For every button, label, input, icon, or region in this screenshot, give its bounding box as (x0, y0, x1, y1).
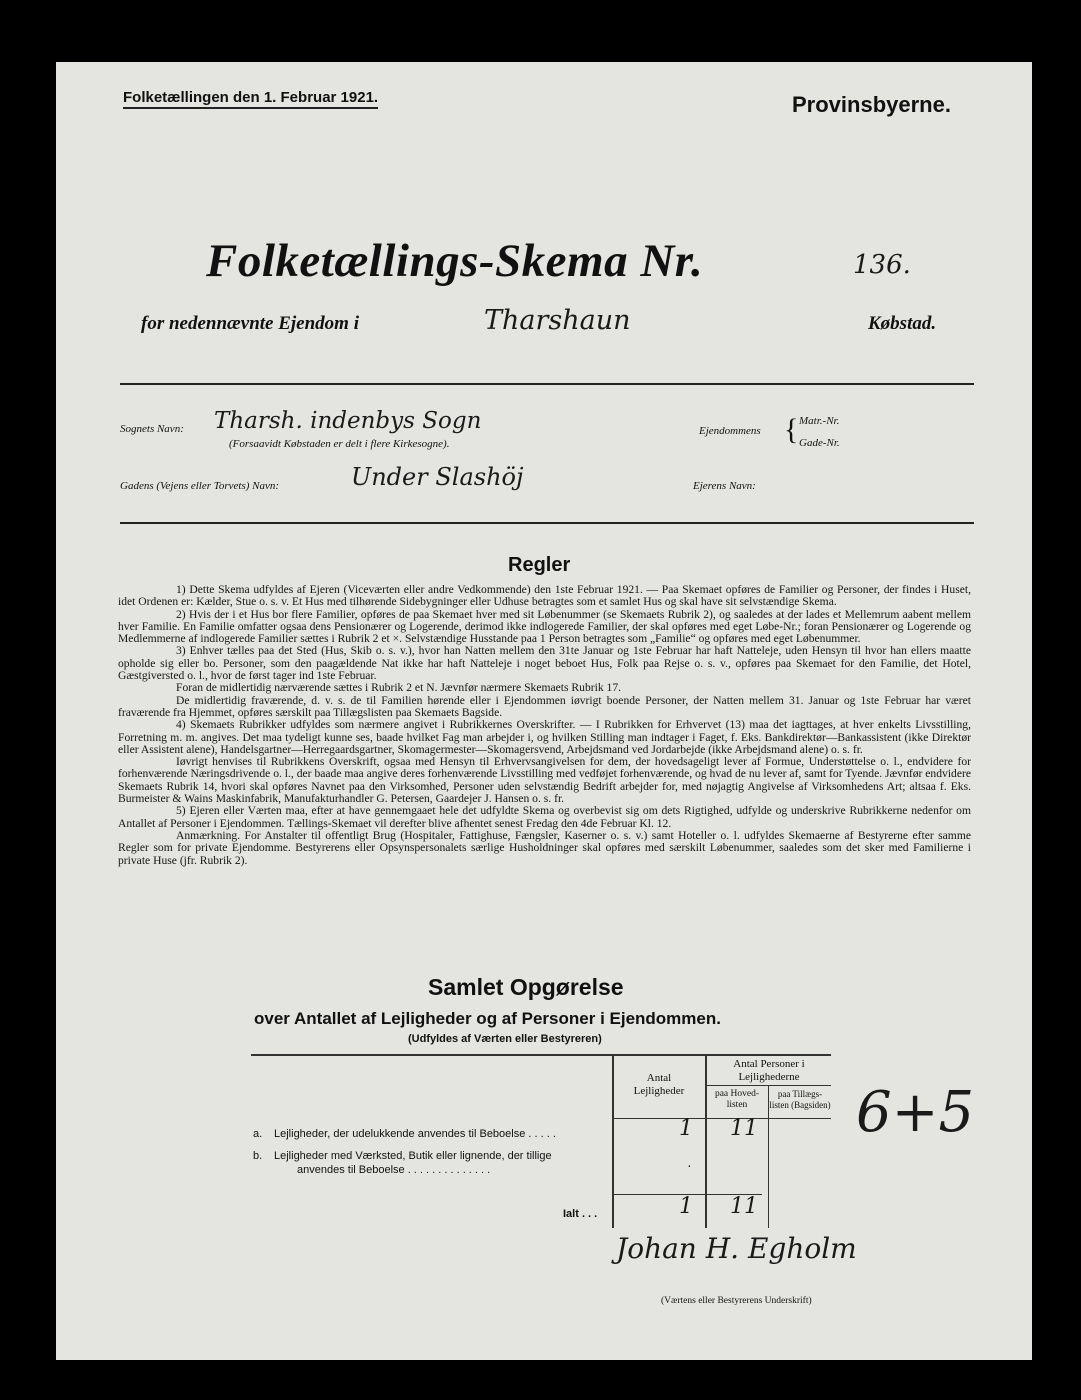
summary-subtitle: over Antallet af Lejligheder og af Personer i Ejendommen. (254, 1009, 721, 1028)
rule-paragraph-5: De midlertidig fraværende, d. v. s. de til Familien hørende eller i Ejendommen iøvrigt boende Personer, der Natten mellem 31. Januar og 1ste Februar har været fraværende fra Hjemmet, opføres særskilt paa Tillægslisten paa Skemaets Bagside. (118, 693, 971, 719)
town-name: Tharshaun (484, 305, 631, 336)
rule-paragraph-2: 2) Hvis der i et Hus bor flere Familier, opføres de paa Skemaet hver med sit Løbenummer (se Skemaets Rubrik 2), og saaledes at der lades et Mellemrum aabent mellem hver Familie. En Familie omfatter ogsaa dens Pensionærer og Logerende, derimod ikke indlogerede Familier, der skal opføres med eget Løbe-Nr.; foran Pensionærer og Logerende og Medlemmerne af indlogerede Familier sættes i Rubrik 2 et ×. Selvstændige Husstande paa 1 Person betragtes som „Familie“ og opføres med eget Løbenummer. (118, 607, 971, 646)
rule-paragraph-3: 3) Enhver tælles paa det Sted (Hus, Skib o. s. v.), hvor han Natten mellem den 31te Januar og 1ste Februar har haft Natteleje, uden Hensyn til hvor han ellers maatte opholde sig eller bo. Personer, som den paagældende Nat ikke har haft Natteleje i noget beboet Hus, Folk paa Rejse o. s. v., opføres paa Skemaet for den Familie, det Hotel, Gæstgiversted o. l., hvor de først tager ind 1ste Februar. (118, 644, 971, 683)
rule-remark: Anmærkning. For Anstalter til offentligt Brug (Hospitaler, Fattighuse, Fængsler, Kaserner o. s. v.) samt Hoteller o. l. udfyldes Skemaerne af Bestyrerne efter samme Regler som for private Ejendomme. Bestyrerens eller Opsynspersonalets særlige Husholdninger skal opføres med særskilt Løbenummer, saaledes som det sker med Familierne i private Huse (jfr. Rubrik 2). (118, 828, 971, 867)
row-a-main-count: 11 (730, 1116, 758, 1141)
row-b-text-line2: anvendes til Beboelse . . . . . . . . . . . . . . (297, 1164, 491, 1176)
matr-label: Matr.-Nr. (799, 415, 840, 427)
property-label: Ejendommens (699, 425, 761, 437)
rule-paragraph-6: 4) Skemaets Rubrikker udfyldes som nærmere angivet i Rubrikkernes Overskrifter. — I Rubrikken for Erhvervet (13) maa det iagttages, at hver enkelts Livsstilling, Forretning m. m. angives. Det maa tydeligt kunne ses, baade hvilket Fag man arbejder i, og hvilken Stilling man indtager i Faget, f. Eks. Bankdirektør—Bankassistent (ikke Direktør eller Assistent alene), Handelsgartner—Herregaardsgartner, Skomagermester—Skomagersvend, Arbejdsmand ved Jordarbejde (ikke Arbejdsmand alene) o. s. fr. (118, 718, 971, 756)
table-subheader-rule (707, 1085, 831, 1086)
parish-note: (Forsaavidt Købstaden er delt i flere Kirkesogne). (229, 438, 450, 450)
parish-label: Sognets Navn: (120, 423, 184, 435)
row-b-label: b. (253, 1150, 263, 1162)
signature-caption: (Værtens eller Bestyrerens Underskrift) (661, 1296, 812, 1306)
col-persons-header: Antal Personer i Lejlighederne (733, 1058, 805, 1083)
total-label: Ialt . . . (563, 1208, 598, 1220)
rule-paragraph-8: 5) Ejeren eller Værten maa, efter at have gennemgaaet hele det udfyldte Skema og overbevist sig om dets Rigtighed, udfylde og underskrive Rubrikkerne nedenfor om Antallet af Personer i Ejendommen. Tællings-Skemaet vil derefter blive afhentet senest Fredag den 4de Februar Kl. 12. (118, 804, 971, 830)
rule-paragraph-1: 1) Dette Skema udfyldes af Ejeren (Viceværten eller andre Vedkommende) den 1ste Februar 1921. — Paa Skemaet opføres de Familier og Personer, der findes i Huset, idet Ordenen er: Kælder, Stue o. s. v. Et Hus med tilhørende Sidebygninger eller Udhuse betragtes som et samlet Hus og skal have sit selvstændige Skema. (118, 583, 971, 609)
col-apartments-header: Antal Lejligheder (633, 1072, 685, 1097)
form-number: 136. (853, 250, 911, 280)
divider-bottom (120, 522, 974, 524)
rules-heading: Regler (508, 554, 571, 576)
margin-note: 6+5 (856, 1080, 975, 1145)
owner-label: Ejerens Navn: (693, 480, 756, 492)
row-a-apartments: 1 (679, 1116, 693, 1141)
divider-top (120, 383, 974, 385)
rule-paragraph-4: Foran de midlertidig nærværende sættes i Rubrik 2 et N. Jævnfør nærmere Skemaets Rubrik 17. (176, 681, 622, 695)
region-label: Provinsbyerne. (792, 92, 951, 117)
census-title: Folketællingen den 1. Februar 1921. (123, 89, 378, 109)
row-b-mark: · (687, 1160, 692, 1175)
table-col-divider-2 (705, 1056, 707, 1228)
town-suffix: Købstad. (868, 313, 937, 334)
rules-body (118, 584, 971, 867)
form-title: Folketællings-Skema Nr. (206, 235, 704, 287)
row-a-label: a. (253, 1128, 263, 1140)
gade-label: Gade-Nr. (799, 437, 840, 449)
property-brace: { (784, 413, 799, 446)
total-main-count: 11 (730, 1194, 758, 1219)
row-a-text: Lejligheder, der udelukkende anvendes til Beboelse . . . . . (274, 1128, 556, 1140)
table-col-divider-1 (612, 1056, 614, 1228)
summary-note: (Udfyldes af Værten eller Bestyreren) (408, 1033, 602, 1045)
rule-paragraph-7: Iøvrigt henvises til Rubrikkens Overskrift, ogsaa med Hensyn til Erhvervsangivelsen for dem, der hovedsageligt lever af Formue, Understøttelse o. l., endvidere for forhenværende Næringsdrivende o. l., der baade maa angive deres forhenværende Livsstilling med vedføjet forhenværende, og hvad de nu lever af, samt for Tyende. Jævnfør endvidere Skemaets Rubrik 14, hvori skal opføres Navnet paa den Virksomhed, Personer uden selvstændig Bedrift arbejder for, med nøjagtig Angivelse af Virksomhedens Art; altsaa f. Eks. Burmeister & Wains Maskinfabrik, Manufakturhandler G. Petersen, Gaardejer J. Hansen o. s. fr. (118, 755, 971, 806)
total-apartments: 1 (679, 1194, 693, 1219)
table-top-rule (251, 1054, 831, 1056)
col-supp-list-header: paa Tillægs-listen (Bagsiden) (769, 1089, 831, 1110)
census-form-page (56, 62, 1032, 1360)
property-prefix: for nedennævnte Ejendom i (141, 313, 359, 334)
parish-value: Tharsh. indenbys Sogn (214, 408, 482, 434)
row-b-text-line1: Lejligheder med Værksted, Butik eller lignende, der tillige (274, 1150, 552, 1162)
col-main-list-header: paa Hoved-listen (714, 1089, 760, 1110)
street-label: Gadens (Vejens eller Torvets) Navn: (120, 480, 280, 492)
street-value: Under Slashöj (351, 463, 524, 491)
signature: Johan H. Egholm (616, 1232, 857, 1265)
table-header-rule (612, 1118, 831, 1119)
summary-title: Samlet Opgørelse (428, 974, 624, 1000)
